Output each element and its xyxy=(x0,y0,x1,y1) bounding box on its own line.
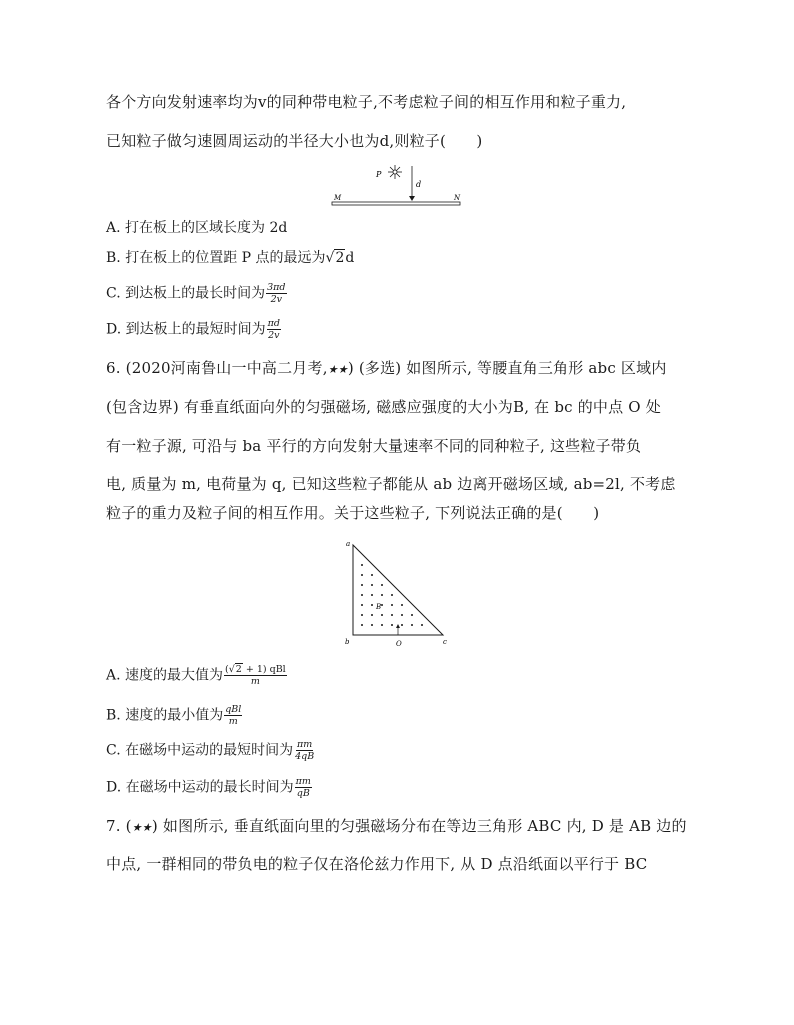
field-dot xyxy=(401,624,403,626)
field-dot xyxy=(411,624,413,626)
field-dot xyxy=(361,584,363,586)
q6-text-line-1 xyxy=(106,358,667,380)
q5-option-a: A. 打在板上的区域长度为 2d xyxy=(106,220,288,236)
q6-option-a-fraction xyxy=(224,664,287,687)
q5-label-m: M xyxy=(334,194,342,202)
q6-option-a-sqrt: √2 xyxy=(228,664,242,675)
field-dot xyxy=(381,594,383,596)
q6-velocity-arrow-head xyxy=(396,624,400,628)
q5-option-c-denominator: 2v xyxy=(270,294,283,305)
q6-option-c xyxy=(106,739,315,762)
q5-label-d: d xyxy=(416,180,422,189)
q6-option-a-num-post: + 1) qBl xyxy=(242,664,286,675)
q6-text-line-4: 电, 质量为 m, 电荷量为 q, 已知这些粒子都能从 ab 边离开磁场区域, ab=2l, 不考虑 xyxy=(106,475,676,493)
q6-stem-start: ) (多选) 如图所示, 等腰直角三角形 abc 区域内 xyxy=(347,359,667,377)
q6-option-c-prefix: C. 在磁场中运动的最短时间为 xyxy=(106,742,294,759)
q5-option-d xyxy=(106,318,281,341)
q6-triangle-abc xyxy=(353,545,443,635)
q6-option-c-denominator: 4qB xyxy=(295,751,315,762)
q6-label-field-b: B xyxy=(376,603,382,611)
field-dot xyxy=(361,604,363,606)
q6-option-b-fraction xyxy=(224,704,242,727)
q5-option-c-fraction xyxy=(266,282,286,305)
field-dot xyxy=(371,584,373,586)
q6-option-a-denominator: m xyxy=(250,676,260,687)
q5-option-b xyxy=(106,248,354,268)
q6-option-a xyxy=(106,664,287,687)
field-dot xyxy=(401,614,403,616)
field-dot xyxy=(361,574,363,576)
q6-label-c: c xyxy=(443,638,447,646)
q7-text-line-1 xyxy=(106,816,687,838)
q6-label-b: b xyxy=(345,638,350,646)
q6-option-d-numerator: πm xyxy=(295,776,311,787)
q5-label-n: N xyxy=(454,194,461,202)
q6-option-a-radicand: 2 xyxy=(235,664,242,675)
field-dot xyxy=(361,614,363,616)
q5-option-b-suffix: d xyxy=(345,250,355,266)
q6-figure xyxy=(343,536,458,652)
q5-option-d-prefix: D. 到达板上的最短时间为 xyxy=(106,321,266,338)
field-dot xyxy=(371,574,373,576)
q5-plate-mn xyxy=(332,202,460,205)
q6-text-line-5: 粒子的重力及粒子间的相互作用。关于这些粒子, 下列说法正确的是( ) xyxy=(106,504,600,522)
q7-text-line-2: 中点, 一群相同的带负电的粒子仅在洛伦兹力作用下, 从 D 点沿纸面以平行于 BC xyxy=(106,855,648,873)
q6-option-d-prefix: D. 在磁场中运动的最长时间为 xyxy=(106,779,294,796)
q5-option-c xyxy=(106,282,287,305)
field-dot xyxy=(381,604,383,606)
field-dot xyxy=(381,584,383,586)
q7-number: 7. ( xyxy=(106,817,132,835)
q6-field-dots xyxy=(361,564,423,626)
q5-source-burst xyxy=(388,165,402,179)
q5-option-b-radicand: 2 xyxy=(335,250,345,266)
q7-stem-start: ) 如图所示, 垂直纸面向里的匀强磁场分布在等边三角形 ABC 内, D 是 AB 边的 xyxy=(151,817,687,835)
field-dot xyxy=(361,594,363,596)
q6-option-d-denominator: qB xyxy=(296,788,310,799)
q5-label-p: P xyxy=(376,170,382,179)
q5-text-line-2: 已知粒子做匀速圆周运动的半径大小也为d,则粒子( ) xyxy=(106,132,483,150)
field-dot xyxy=(411,614,413,616)
q5-option-c-prefix: C. 到达板上的最长时间为 xyxy=(106,285,266,302)
field-dot xyxy=(361,624,363,626)
q6-option-b-denominator: m xyxy=(228,716,238,727)
q6-option-d xyxy=(106,776,312,799)
q5-option-d-numerator: πd xyxy=(267,318,280,329)
q5-option-d-fraction xyxy=(267,318,281,341)
q5-text-line-1: 各个方向发射速率均为v的同种带电粒子,不考虑粒子间的相互作用和粒子重力, xyxy=(106,93,627,111)
q6-option-b-numerator: qBl xyxy=(225,704,242,715)
field-dot xyxy=(391,624,393,626)
q5-option-d-denominator: 2v xyxy=(268,330,280,341)
q6-option-b xyxy=(106,704,242,727)
difficulty-stars-icon: ★★ xyxy=(327,363,348,376)
field-dot xyxy=(391,614,393,616)
field-dot xyxy=(361,564,363,566)
q6-label-o: O xyxy=(396,640,402,648)
field-dot xyxy=(371,624,373,626)
field-dot xyxy=(401,604,403,606)
q6-option-b-prefix: B. 速度的最小值为 xyxy=(106,707,224,724)
q6-label-a: a xyxy=(346,540,351,548)
q5-option-b-sqrt: √2 xyxy=(325,250,345,266)
q6-option-a-prefix: A. 速度的最大值为 xyxy=(106,667,224,684)
field-dot xyxy=(391,594,393,596)
q6-option-d-fraction xyxy=(295,776,312,799)
q5-arrow-head xyxy=(409,196,415,201)
field-dot xyxy=(391,604,393,606)
q6-option-c-numerator: πm xyxy=(297,739,313,750)
field-dot xyxy=(381,614,383,616)
q5-figure xyxy=(326,160,466,210)
q6-source: 6. (2020河南鲁山一中高二月考, xyxy=(106,359,328,377)
q6-option-a-num-pre: ( xyxy=(225,664,229,675)
field-dot xyxy=(371,604,373,606)
q6-option-a-numerator xyxy=(224,664,287,676)
q6-text-line-3: 有一粒子源, 可沿与 ba 平行的方向发射大量速率不同的同种粒子, 这些粒子带负 xyxy=(106,437,642,455)
field-dot xyxy=(381,624,383,626)
q6-text-line-2: (包含边界) 有垂直纸面向外的匀强磁场, 磁感应强度的大小为B, 在 bc 的中点 O 处 xyxy=(106,398,661,416)
q6-option-c-fraction xyxy=(294,739,315,762)
field-dot xyxy=(371,594,373,596)
difficulty-stars-icon: ★★ xyxy=(131,821,152,834)
field-dot xyxy=(421,624,423,626)
q5-option-c-numerator: 3πd xyxy=(267,282,286,293)
field-dot xyxy=(371,614,373,616)
q5-option-b-prefix: B. 打在板上的位置距 P 点的最远为 xyxy=(106,250,326,266)
